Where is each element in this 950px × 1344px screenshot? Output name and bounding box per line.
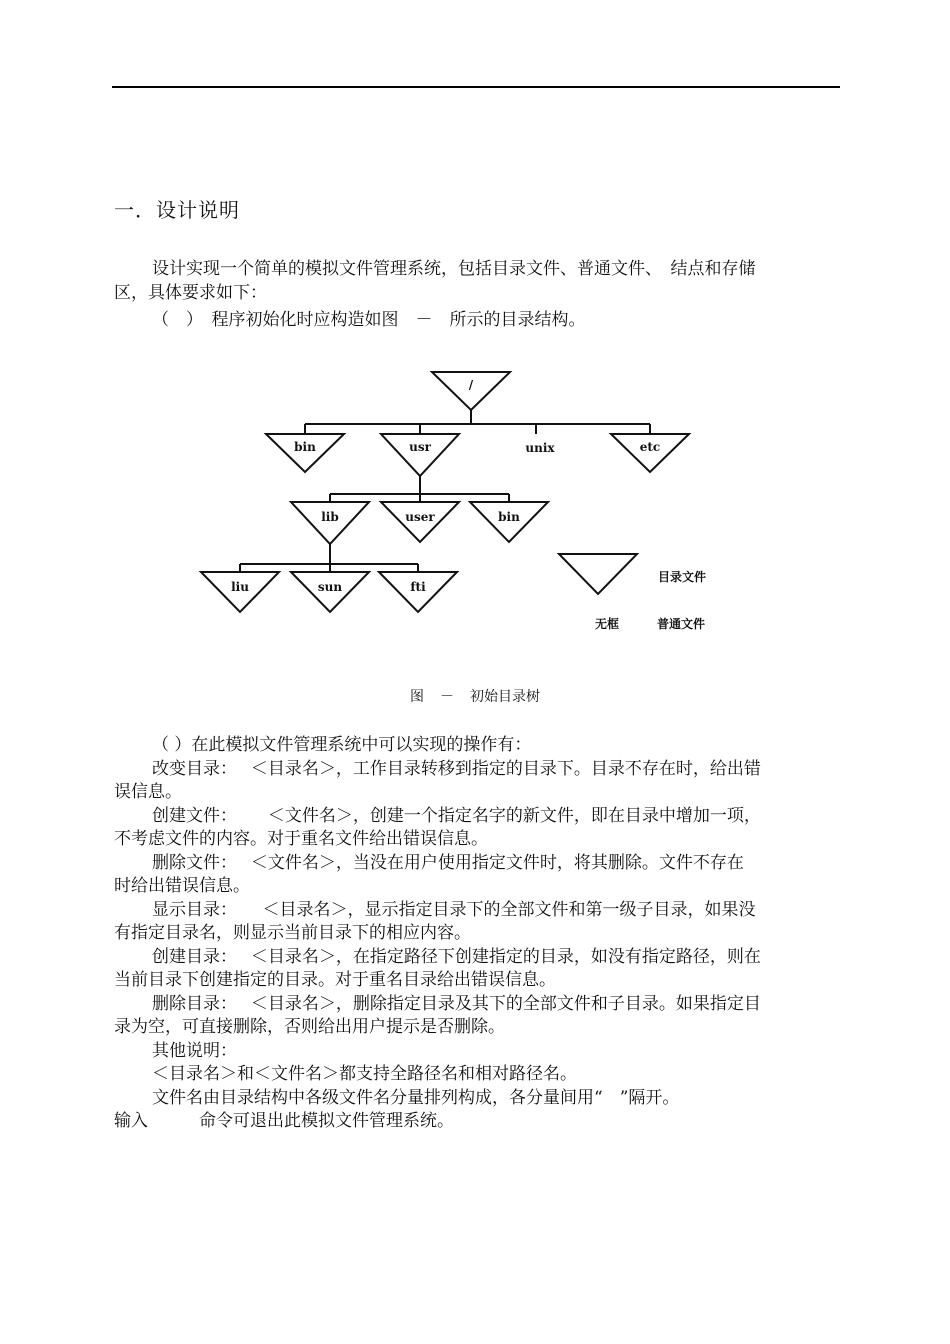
node-unix: unix (525, 441, 555, 455)
node-root: / (468, 378, 474, 392)
op-delete-line2: 时给出错误信息。 (114, 876, 250, 896)
caption-title: 初始目录树 (470, 689, 540, 705)
item-1-text: （ ） 程序初始化时应构造如图 － 所示的目录结构。 (152, 310, 586, 330)
other-line-2: 文件名由目录结构中各级文件名分量排列构成，各分量间用“ ”隔开。 (152, 1087, 680, 1108)
op-rmdir-line2: 录为空，可直接删除，否则给出用户提示是否删除。 (114, 1017, 505, 1037)
node-lib: lib (321, 510, 339, 524)
op-mkdir-line2: 当前目录下创建指定的目录。对于重名目录给出错误信息。 (114, 970, 556, 990)
node-bin: bin (294, 440, 316, 454)
directory-tree-figure (190, 358, 750, 658)
directory-tree-svg (190, 358, 750, 658)
op-mkdir-line1: 创建目录： ＜目录名＞，在指定路径下创建指定的目录，如没有指定路径，则在 (152, 946, 761, 967)
other-line-3: 输入 命令可退出此模拟文件管理系统。 (114, 1111, 454, 1131)
op-cd-line1: 改变目录： ＜目录名＞，工作目录转移到指定的目录下。目录不存在时，给出错 (152, 758, 761, 779)
figure-caption (0, 686, 950, 706)
intro-paragraph (114, 258, 838, 305)
op-create-line2: 不考虑文件的内容。对于重名文件给出错误信息。 (114, 829, 488, 849)
legend-noframe-label: 无框 (595, 617, 620, 631)
node-usr: usr (409, 440, 431, 454)
intro-line-1: 设计实现一个简单的模拟文件管理系统，包括目录文件、普通文件、 结点和存储 (152, 259, 756, 279)
legend-dir-triangle (559, 554, 637, 594)
op-show-line2: 有指定目录名，则显示当前目录下的相应内容。 (114, 923, 471, 943)
op-rmdir-line1: 删除目录： ＜目录名＞，删除指定目录及其下的全部文件和子目录。如果指定目 (152, 993, 761, 1014)
op-show-line1: 显示目录： ＜目录名＞，显示指定目录下的全部文件和第一级子目录，如果没 (152, 899, 756, 920)
other-title: 其他说明： (152, 1040, 237, 1061)
ops-intro: （ ）在此模拟文件管理系统中可以实现的操作有： (152, 735, 532, 755)
intro-line-2: 区，具体要求如下： (114, 282, 267, 303)
operations-section (114, 734, 838, 1134)
node-user: user (405, 510, 435, 524)
caption-prefix: 图 (410, 689, 424, 705)
caption-dash: － (440, 689, 454, 705)
node-liu: liu (231, 580, 249, 594)
op-delete-line1: 删除文件： ＜文件名＞，当没在用户使用指定文件时，将其删除。文件不存在 (152, 852, 744, 873)
node-fti: fti (410, 580, 426, 594)
legend-regular-label: 普通文件 (657, 617, 706, 631)
node-bin2: bin (498, 510, 520, 524)
section-heading: 一．设计说明 (114, 198, 240, 222)
other-line-1: ＜目录名＞和＜文件名＞都支持全路径名和相对路径名。 (152, 1064, 577, 1084)
item-1 (114, 309, 838, 333)
node-sun: sun (317, 580, 343, 594)
node-etc: etc (639, 440, 661, 454)
header-rule (112, 86, 840, 88)
op-create-line1: 创建文件： ＜文件名＞，创建一个指定名字的新文件，即在目录中增加一项， (152, 805, 761, 826)
legend-dir-label: 目录文件 (658, 570, 707, 584)
op-cd-line2: 误信息。 (114, 782, 182, 802)
